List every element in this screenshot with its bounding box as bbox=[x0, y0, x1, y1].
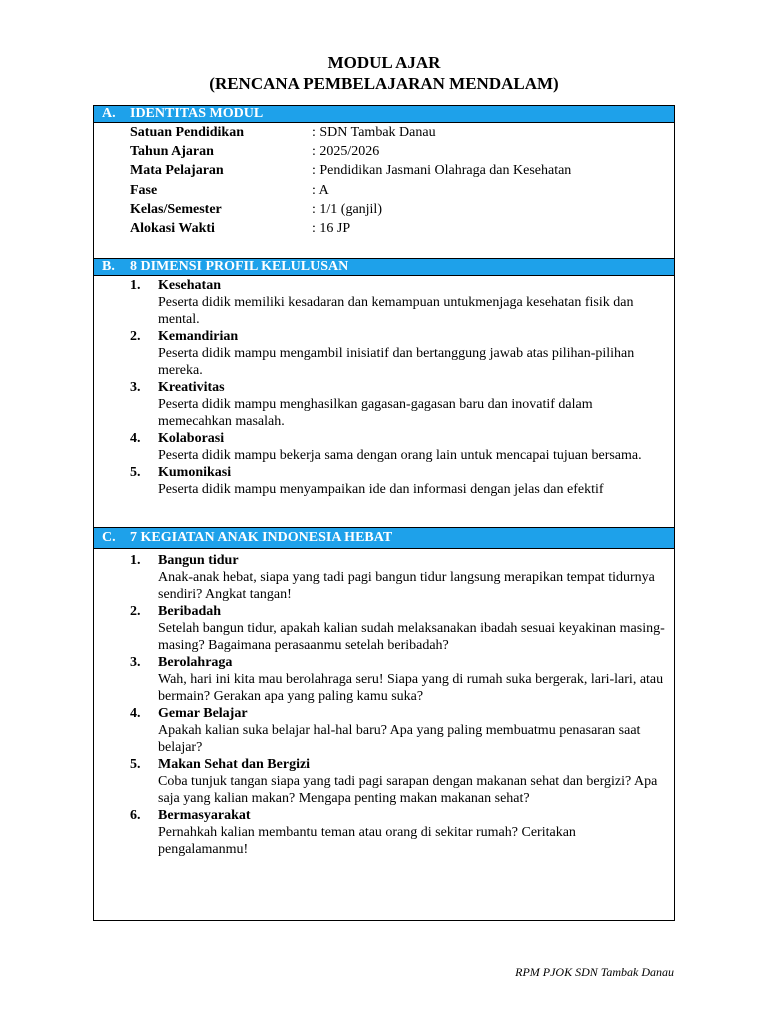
document-subtitle: (RENCANA PEMBELAJARAN MENDALAM) bbox=[209, 74, 559, 93]
item-number: 1. bbox=[130, 278, 141, 293]
section-b-header bbox=[94, 258, 674, 276]
section-c-title: 7 KEGIATAN ANAK INDONESIA HEBAT bbox=[130, 530, 393, 545]
section-c-letter: C. bbox=[102, 530, 116, 545]
item-heading: Berolahraga bbox=[158, 655, 233, 670]
identity-label: Satuan Pendidikan bbox=[130, 125, 244, 140]
item-heading: Kreativitas bbox=[158, 380, 225, 395]
section-b-letter: B. bbox=[102, 259, 115, 274]
item-heading: Kesehatan bbox=[158, 278, 221, 293]
identity-value: : SDN Tambak Danau bbox=[312, 125, 436, 140]
item-description: Pernahkah kalian membantu teman atau orang di sekitar rumah? Ceritakan pengalamanmu! bbox=[158, 825, 576, 857]
profile-dimension-list bbox=[94, 277, 674, 498]
section-a-header bbox=[94, 105, 674, 123]
item-number: 2. bbox=[130, 604, 141, 619]
section-c-header bbox=[94, 527, 674, 549]
item-number: 2. bbox=[130, 329, 141, 344]
module-table bbox=[93, 105, 675, 921]
list-item bbox=[94, 328, 674, 379]
item-description: Anak-anak hebat, siapa yang tadi pagi bangun tidur langsung merapikan tempat tidurnya sendiri? Angkat tangan! bbox=[158, 570, 655, 602]
activity-list bbox=[94, 552, 674, 858]
list-item bbox=[94, 379, 674, 430]
item-heading: Gemar Belajar bbox=[158, 706, 248, 721]
item-heading: Kumonikasi bbox=[158, 465, 232, 480]
item-description: Peserta didik mampu menghasilkan gagasan-gagasan baru dan inovatif dalam memecahkan masalah. bbox=[158, 397, 593, 429]
item-description: Peserta didik mampu menyampaikan ide dan informasi dengan jelas dan efektif bbox=[158, 482, 604, 497]
item-heading: Makan Sehat dan Bergizi bbox=[158, 757, 311, 772]
item-heading: Kolaborasi bbox=[158, 431, 225, 446]
item-description: Coba tunjuk tangan siapa yang tadi pagi sarapan dengan makanan sehat dan bergizi? Apa saja yang kalian makan? Mengapa penting makan makanan sehat? bbox=[158, 774, 658, 806]
item-number: 5. bbox=[130, 757, 141, 772]
list-item bbox=[94, 430, 674, 464]
item-number: 6. bbox=[130, 808, 141, 823]
list-item bbox=[94, 705, 674, 756]
item-heading: Bangun tidur bbox=[158, 553, 239, 568]
item-number: 3. bbox=[130, 655, 141, 670]
list-item bbox=[94, 654, 674, 705]
list-item bbox=[94, 756, 674, 807]
list-item bbox=[94, 277, 674, 328]
item-description: Peserta didik mampu bekerja sama dengan orang lain untuk mencapai tujuan bersama. bbox=[158, 448, 642, 463]
item-description: Peserta didik mampu mengambil inisiatif dan bertanggung jawab atas pilihan-pilihan mereka. bbox=[158, 346, 635, 378]
item-heading: Beribadah bbox=[158, 604, 222, 619]
list-item bbox=[94, 552, 674, 603]
document-title: MODUL AJAR bbox=[327, 53, 441, 72]
identity-value: : 2025/2026 bbox=[312, 144, 380, 160]
identity-value: : A bbox=[312, 182, 329, 198]
section-a-title: IDENTITAS MODUL bbox=[130, 106, 264, 121]
item-number: 3. bbox=[130, 380, 141, 395]
identity-value: : 1/1 (ganjil) bbox=[312, 201, 382, 217]
section-a-letter: A. bbox=[102, 106, 116, 121]
item-description: Apakah kalian suka belajar hal-hal baru? Apa yang paling membuatmu penasaran saat belajar? bbox=[158, 723, 641, 755]
identity-label: Alokasi Wakti bbox=[130, 220, 215, 236]
item-number: 1. bbox=[130, 553, 141, 568]
identity-label: Mata Pelajaran bbox=[130, 163, 224, 179]
list-item bbox=[94, 807, 674, 858]
section-b-title: 8 DIMENSI PROFIL KELULUSAN bbox=[130, 259, 349, 274]
identity-value: : 16 JP bbox=[312, 220, 351, 236]
item-description: Setelah bangun tidur, apakah kalian sudah melaksanakan ibadah sesuai keyakinan masing-masing? Bagaimana perasaanmu setelah beribadah? bbox=[158, 621, 665, 653]
item-description: Peserta didik memiliki kesadaran dan kemampuan untukmenjaga kesehatan fisik dan mental. bbox=[158, 295, 634, 327]
item-heading: Bermasyarakat bbox=[158, 808, 251, 823]
identity-value: : Pendidikan Jasmani Olahraga dan Kesehatan bbox=[312, 163, 572, 179]
list-item bbox=[94, 603, 674, 654]
item-description: Wah, hari ini kita mau berolahraga seru! Siapa yang di rumah suka bergerak, lari-lari, atau bermain? Gerakan apa yang paling kamu suka? bbox=[158, 672, 664, 704]
list-item bbox=[94, 464, 674, 498]
identity-label: Kelas/Semester bbox=[130, 201, 222, 217]
identity-label: Fase bbox=[130, 182, 158, 198]
item-number: 4. bbox=[130, 431, 141, 446]
identity-label: Tahun Ajaran bbox=[130, 144, 214, 160]
item-number: 5. bbox=[130, 465, 141, 480]
page-footer: RPM PJOK SDN Tambak Danau bbox=[515, 965, 674, 979]
item-heading: Kemandirian bbox=[158, 329, 239, 344]
item-number: 4. bbox=[130, 706, 141, 721]
